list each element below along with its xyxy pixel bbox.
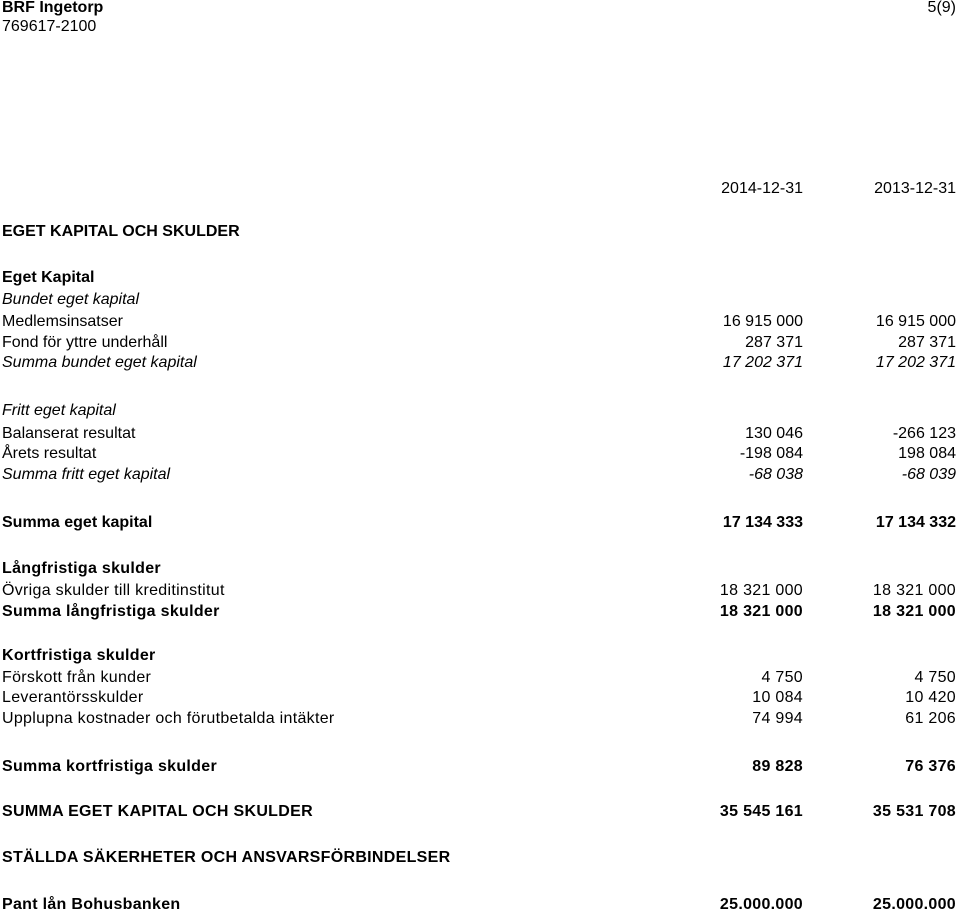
kortfristiga-heading: Kortfristiga skulder — [2, 647, 156, 664]
total-value-2014: 35 545 161 — [719, 803, 803, 820]
sum-value-2013: -68 039 — [901, 466, 956, 483]
row-label: Balanserat resultat — [2, 425, 136, 442]
sum-value-2014: 17 134 333 — [722, 514, 803, 531]
row-value-2013: 198 084 — [898, 445, 956, 462]
row-value-2014: 18 321 000 — [719, 582, 803, 599]
row-value-2013: 4 750 — [914, 669, 956, 686]
row-value-2014: -198 084 — [739, 445, 803, 462]
sum-label: Summa kortfristiga skulder — [2, 758, 217, 775]
row-label: Fond för yttre underhåll — [2, 334, 168, 351]
fritt-heading: Fritt eget kapital — [2, 402, 116, 419]
column-header-2013: 2013-12-31 — [874, 180, 956, 197]
sum-label: Summa eget kapital — [2, 514, 153, 531]
sum-label: Summa bundet eget kapital — [2, 354, 197, 371]
row-value-2014: 130 046 — [745, 425, 803, 442]
row-value-2014: 74 994 — [752, 710, 803, 727]
sum-label: Summa fritt eget kapital — [2, 466, 171, 483]
bundet-heading: Bundet eget kapital — [2, 291, 139, 308]
org-number: 769617-2100 — [2, 18, 97, 35]
row-value-2013: 25.000.000 — [872, 896, 956, 913]
row-value-2014: 4 750 — [761, 669, 803, 686]
sum-value-2013: 17 134 332 — [875, 514, 956, 531]
row-value-2013: 18 321 000 — [872, 582, 956, 599]
row-value-2013: 61 206 — [905, 710, 956, 727]
row-value-2013: -266 123 — [892, 425, 956, 442]
row-label: Årets resultat — [2, 445, 97, 462]
total-value-2013: 35 531 708 — [872, 803, 956, 820]
sum-value-2014: -68 038 — [748, 466, 803, 483]
row-value-2014: 287 371 — [745, 334, 803, 351]
row-value-2014: 10 084 — [752, 689, 803, 706]
row-label: Pant lån Bohusbanken — [2, 896, 181, 913]
row-value-2014: 25.000.000 — [719, 896, 803, 913]
row-label: Medlemsinsatser — [2, 313, 123, 330]
row-label: Förskott från kunder — [2, 669, 152, 686]
row-label: Övriga skulder till kreditinstitut — [2, 582, 225, 599]
total-label: SUMMA EGET KAPITAL OCH SKULDER — [2, 803, 313, 820]
section-title: EGET KAPITAL OCH SKULDER — [2, 223, 240, 240]
row-value-2013: 287 371 — [898, 334, 956, 351]
sum-value-2014: 18 321 000 — [719, 603, 803, 620]
sum-value-2014: 89 828 — [752, 758, 803, 775]
row-value-2014: 16 915 000 — [722, 313, 803, 330]
langfristiga-heading: Långfristiga skulder — [2, 560, 161, 577]
row-value-2013: 10 420 — [905, 689, 956, 706]
sum-value-2014: 17 202 371 — [722, 354, 803, 371]
eget-kapital-heading: Eget Kapital — [2, 269, 95, 286]
sum-value-2013: 76 376 — [905, 758, 956, 775]
row-label: Leverantörsskulder — [2, 689, 144, 706]
page-number: 5(9) — [927, 0, 956, 16]
sum-label: Summa långfristiga skulder — [2, 603, 220, 620]
row-value-2013: 16 915 000 — [875, 313, 956, 330]
sum-value-2013: 17 202 371 — [875, 354, 956, 371]
sum-value-2013: 18 321 000 — [872, 603, 956, 620]
stallda-heading: STÄLLDA SÄKERHETER OCH ANSVARSFÖRBINDELSER — [2, 849, 451, 866]
row-label: Upplupna kostnader och förutbetalda intäkter — [2, 710, 335, 727]
column-header-2014: 2014-12-31 — [721, 180, 803, 197]
company-name: BRF Ingetorp — [2, 0, 104, 16]
